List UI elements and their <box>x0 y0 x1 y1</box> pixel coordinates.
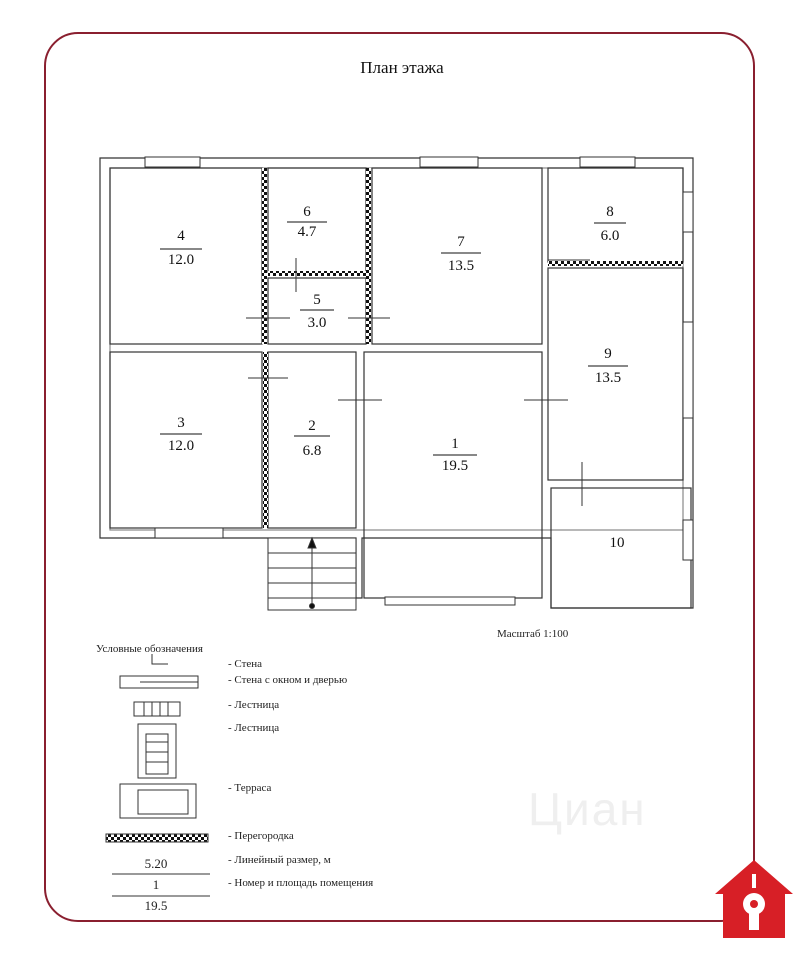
room-label-7 <box>441 234 481 274</box>
legend-stair-symbol <box>134 702 180 716</box>
svg-text:7: 7 <box>457 234 465 250</box>
svg-text:13.5: 13.5 <box>447 258 475 274</box>
svg-text:19.5: 19.5 <box>441 458 469 474</box>
legend-item-wall-window-door: - Стена с окном и дверью <box>228 674 348 686</box>
room-8-outline <box>548 168 683 262</box>
window <box>420 157 478 167</box>
room-5-outline <box>268 278 366 344</box>
stairs-start-dot <box>310 604 315 609</box>
svg-text:10: 10 <box>609 535 625 551</box>
window <box>683 520 693 560</box>
room-label-8 <box>594 204 626 244</box>
svg-text:12.0: 12.0 <box>167 438 195 454</box>
room-label-4 <box>160 228 202 268</box>
room-label-1 <box>433 436 477 474</box>
room-label-5 <box>300 292 334 331</box>
scale-label: Масштаб 1:100 <box>497 628 569 640</box>
legend-item-partition: - Перегородка <box>228 830 294 842</box>
svg-text:6.0: 6.0 <box>600 228 620 244</box>
svg-text:2: 2 <box>308 418 316 434</box>
legend-title: Условные обозначения <box>96 643 203 655</box>
legend-item-terrace: - Терраса <box>228 782 272 794</box>
svg-text:13.5: 13.5 <box>594 370 622 386</box>
room-label-10 <box>610 535 625 551</box>
window <box>580 157 635 167</box>
room-label-2 <box>294 418 330 459</box>
window <box>385 597 515 605</box>
svg-text:4.7: 4.7 <box>297 224 317 240</box>
room-1-outline <box>364 352 542 598</box>
window <box>145 157 200 167</box>
svg-text:4: 4 <box>177 228 185 244</box>
svg-text:3.0: 3.0 <box>307 315 327 331</box>
window <box>683 192 693 232</box>
svg-text:12.0: 12.0 <box>167 252 195 268</box>
svg-text:5: 5 <box>313 292 321 308</box>
legend-dimension-sample: 5.20 <box>144 856 168 871</box>
legend-partition-symbol <box>106 834 208 842</box>
legend-item-stairs-2: - Лестница <box>228 722 280 734</box>
room-6-outline <box>268 168 366 272</box>
room-label-3 <box>160 415 202 454</box>
legend-room-sample-area: 19.5 <box>144 898 168 913</box>
legend-item-room-number-area: - Номер и площадь помещения <box>228 877 374 889</box>
legend-room-sample-number: 1 <box>152 877 160 892</box>
logo-house-icon <box>715 860 793 938</box>
window <box>683 322 693 418</box>
partition <box>268 271 366 276</box>
wall-inner-outline <box>110 168 683 530</box>
svg-text:8: 8 <box>606 204 614 220</box>
room-label-6 <box>287 204 327 240</box>
legend-item-wall: - Стена <box>228 658 263 670</box>
plan-title: План этажа <box>360 58 444 77</box>
svg-text:3: 3 <box>177 415 185 431</box>
legend-item-stairs: - Лестница <box>228 699 280 711</box>
svg-text:1: 1 <box>451 436 459 452</box>
window <box>155 528 223 538</box>
watermark: Циан <box>528 783 647 835</box>
svg-text:9: 9 <box>604 346 612 362</box>
svg-text:6.8: 6.8 <box>302 443 322 459</box>
room-label-9 <box>588 346 628 386</box>
legend-wall-symbol <box>152 654 168 664</box>
partition <box>548 261 683 266</box>
svg-text:6: 6 <box>303 204 311 220</box>
legend-item-dimension: - Линейный размер, м <box>228 854 331 866</box>
room-7-outline <box>372 168 542 344</box>
